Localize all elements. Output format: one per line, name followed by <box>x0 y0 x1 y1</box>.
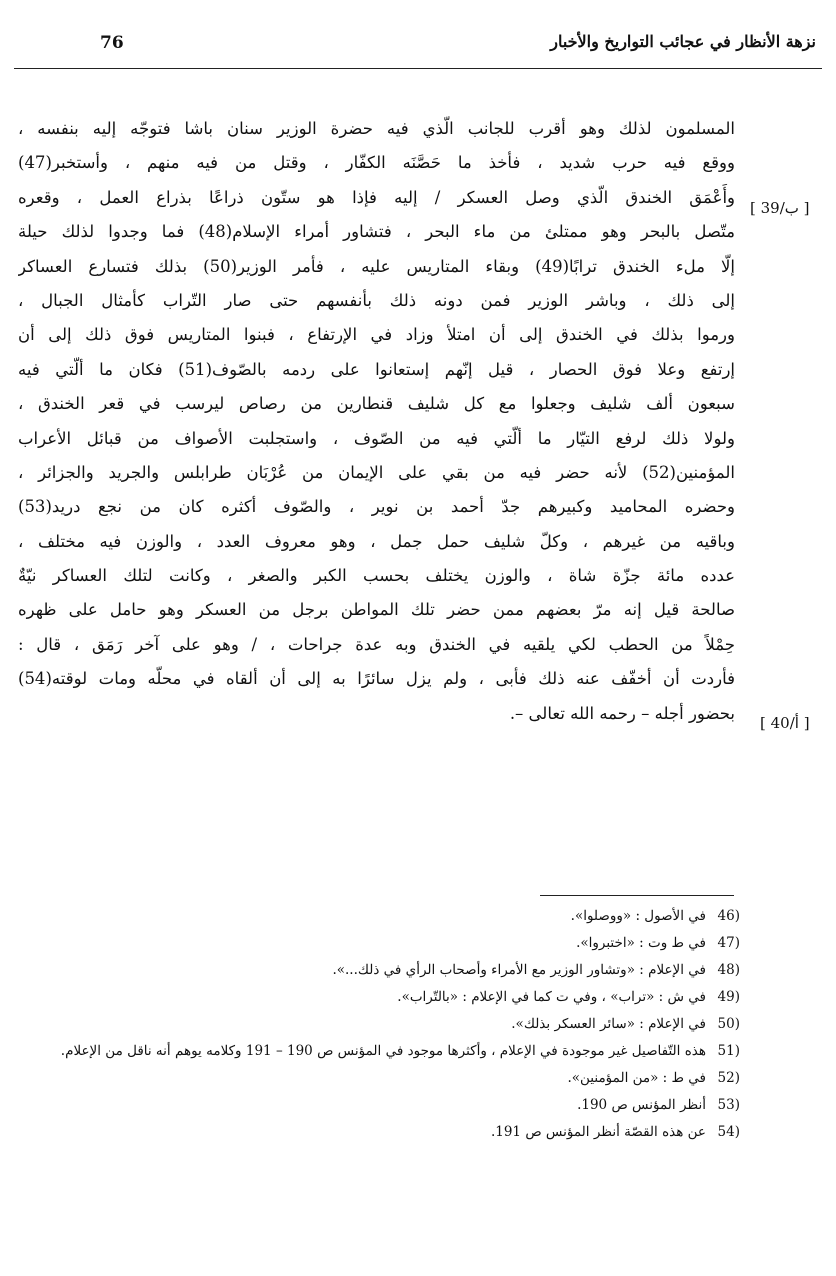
footnote-text: في الإعلام : «وتشاور الوزير مع الأمراء وأصحاب الرأي في ذلك...». <box>332 962 706 978</box>
body-line: ورموا بذلك في الخندق إلى أن امتلأ وزاد في الإرتفاع ، فبنوا المتاريس فوق ذلك إلى أن <box>18 325 735 345</box>
footnote-text: هذه التّفاصيل غير موجودة في الإعلام ، وأكثرها موجود في المؤنس ص 190 – 191 وكلامه يوهم أنه ناقل من الإعلام. <box>60 1043 706 1059</box>
body-line: سبعون ألف شليف وجعلوا مع كل شليف قنطارين من رصاص ليرسب في قعر الخندق ، <box>18 394 735 414</box>
footnote-text: أنظر المؤنس ص 190. <box>577 1097 706 1113</box>
body-line: صالحة قيل إنه مرّ بعضهم ممن حضر تلك المواطن برجل من العسكر وهو حامل على ظهره <box>18 600 735 620</box>
footnote <box>18 1012 740 1037</box>
footnote-text: في الأصول : «ووصلوا». <box>570 908 706 924</box>
page-number: 76 <box>100 33 124 53</box>
margin-note-40a: [ 40/أ ] <box>760 714 810 732</box>
footnote-number: 47) <box>717 935 740 951</box>
running-title: نزهة الأنظار في عجائب التواريخ والأخبار <box>550 32 816 51</box>
footnote-number: 50) <box>717 1016 740 1032</box>
body-line: متّصل بالبحر وهو ممتلئ من ماء البحر ، فتشاور أمراء الإسلام(48) فما وجدوا لذلك حيلة <box>18 222 735 242</box>
body-line: المسلمون لذلك وهو أقرب للجانب الّذي فيه حضرة الوزير سنان باشا فتوجّه إليه بنفسه ، <box>18 119 735 138</box>
body-line: إرتفع وعلا فوق الحصار ، قيل إنّهم إستعانوا على ردمه بالصّوف(51) فكان ما ألّتي فيه <box>18 359 735 379</box>
footnote <box>18 931 740 956</box>
footnote-number: 49) <box>717 989 740 1005</box>
body-line: بحضور أجله – رحمه الله تعالى –. <box>509 703 735 723</box>
footnote <box>18 1039 740 1064</box>
body-line: إلّا ملء الخندق ترابًا(49) وبقاء المتاريس عليه ، فأمر الوزير(50) بذلك فتسارع العساكر <box>18 256 735 276</box>
footnote-number: 52) <box>717 1070 740 1086</box>
footnote-number: 53) <box>717 1097 740 1113</box>
body-text <box>18 112 735 731</box>
footnote-number: 54) <box>717 1124 740 1140</box>
margin-note-39b: [ 39/ب ] <box>750 199 810 217</box>
footnote-number: 48) <box>717 962 740 978</box>
body-line: وحضره المحاميد وكبيرهم جدّ أحمد بن نوير ، والصّوف أكثره كان من نجع دريد(53) <box>18 497 735 517</box>
body-line: إلى ذلك ، وباشر الوزير فمن دونه ذلك بأنفسهم حتى صار التّراب كأمثال الجبال ، <box>18 290 735 310</box>
footnote-text: في ط وت : «اختبروا». <box>576 935 706 951</box>
footnote <box>18 1093 740 1118</box>
footnote <box>18 958 740 983</box>
footnote <box>18 904 740 929</box>
footnote-number: 51) <box>717 1043 740 1059</box>
footnote-number: 46) <box>717 908 740 924</box>
footnote-text: في ش : «تراب» ، وفي ت كما في الإعلام : «بالتّراب». <box>397 989 706 1005</box>
footnote-text: عن هذه القصّة أنظر المؤنس ص 191. <box>490 1124 706 1140</box>
body-line: وأَعْمَق الخندق الّذي وصل العسكر / إليه فإذا هو ستّون ذراعًا بذراع العمل ، وقعره <box>18 187 735 207</box>
body-line: المؤمنين(52) لأنه حضر فيه من بقي على الإيمان من عُرْبَان طرابلس والجريد والجزائر ، <box>18 462 735 482</box>
body-line: حِمْلاً من الحطب لكي يلقيه في الخندق وبه عدة جراحات ، / وهو على آخر رَمَق ، قال : <box>18 634 735 654</box>
body-line: عدده مائة جزّة شاة ، والوزن يختلف بحسب الكبر والصغر ، وكانت لتلك العساكر نيّةٌ <box>18 566 735 586</box>
body-line: فأردت أن أخفّف عنه ذلك فأبى ، ولم يزل سائرًا به إلى أن ألقاه في محلّه ومات لوقته(54) <box>18 669 735 689</box>
footnote <box>18 985 740 1010</box>
footnote-text: في ط : «من المؤمنين». <box>567 1070 706 1086</box>
footnote-rule <box>540 895 734 896</box>
body-line: ووقع فيه حرب شديد ، فأخذ ما حَصَّنَه الكفّار ، وقتل من فيه منهم ، وأستخبر(47) <box>18 153 735 173</box>
footnote-text: في الإعلام : «سائر العسكر بذلك». <box>511 1016 706 1032</box>
footnote <box>18 1120 740 1145</box>
body-line: وباقيه من غيرهم ، وكلّ شليف حمل جمل ، وهو معروف العدد ، والوزن فيه مختلف ، <box>18 531 735 551</box>
header-rule <box>14 68 822 69</box>
footnote <box>18 1066 740 1091</box>
body-line: ولولا ذلك لرفع التيّار ما ألّتي فيه من الصّوف ، واستجلبت الأصواف من قبائل الأعراب <box>18 428 735 448</box>
footnotes <box>18 904 740 1147</box>
